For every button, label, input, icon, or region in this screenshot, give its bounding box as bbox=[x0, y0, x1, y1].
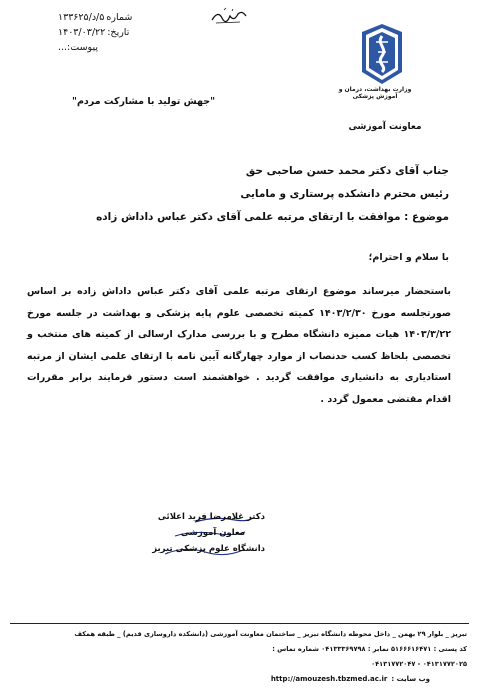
number-row bbox=[58, 10, 168, 25]
bismillah-calligraphy-icon bbox=[210, 6, 248, 26]
signatory-org: دانشگاه علوم پزشکی تبریز bbox=[152, 544, 265, 554]
number-value: ۵/د/۱۳۳۶۲۵ bbox=[58, 12, 105, 23]
website-link[interactable]: http://amouzesh.tbzmed.ac.ir bbox=[270, 675, 388, 683]
letter-body: باستحضار میرساند موضوع ارتقای مرتبه علمی آقای دکتر عباس داداش زاده بر اساس صورتجلسه مورخ ۱۴۰۳/۲/۳۰ کمیته تخصصی علوم پایه پزشکی و بهداشت در جلسه مورخ ۱۴۰۳/۳/۲۲ هیات ممیزه دانشگاه مطرح و با بررسی مدارک ارسالی از کمیته های منتخب و تخصصی بلحاظ کسب حدنصاب از موارد چهارگانه آیین نامه با ارتقای علمی ایشان از مرتبه استادیاری به دانشیاری موافقت گردید . خواهشمند است دستور فرمایند برابر مقررات اقدام مقتضی معمول گردد . bbox=[27, 286, 452, 405]
signatory-name: دکتر غلامرضا فرید اعلائی bbox=[157, 512, 265, 522]
greeting: با سلام و احترام؛ bbox=[368, 252, 449, 263]
date-value: ۱۴۰۳/۰۳/۲۲ bbox=[58, 27, 106, 38]
date-row bbox=[58, 25, 168, 40]
signatory-title: معاون آموزشی bbox=[180, 528, 245, 538]
footer-divider bbox=[10, 623, 469, 624]
footer-phones bbox=[371, 660, 467, 668]
ministry-text: وزارت بهداشت، درمان و آموزش پزشکی bbox=[338, 86, 412, 100]
phone-value: ۰۴۱۳۱۷۷۲۰۲۵ - ۰۴۱۳۱۷۷۲۰۴۷ bbox=[371, 660, 467, 668]
letter-subject: موضوع : موافقت با ارتقای مرتبه علمی آقای دکتر عباس داداش زاده bbox=[96, 211, 449, 223]
postal-label: کد پستی : bbox=[433, 645, 467, 653]
postal-value: ۵۱۶۶۶۱۶۴۷۱ bbox=[391, 645, 432, 653]
website-label: وب سایت : bbox=[391, 675, 430, 683]
recipient-title: رئیس محترم دانشکده پرستاری و مامایی bbox=[240, 188, 449, 200]
fax-value: ۰۴۱۳۳۳۶۹۷۹۸ bbox=[321, 645, 366, 653]
attachment-row bbox=[58, 40, 168, 55]
footer-contact bbox=[272, 645, 467, 653]
recipient-name: جناب آقای دکتر محمد حسن صاحبی حق bbox=[245, 165, 449, 177]
date-label: تاریخ: bbox=[107, 27, 130, 38]
attachment-label: پیوست:... bbox=[58, 42, 98, 53]
letter-meta bbox=[58, 10, 168, 55]
footer-address: تبریز _ بلوار ۲۹ بهمن _ داخل محوطه دانشگاه تبریز _ ساختمان معاونت آموزشی (دانشکده داروسازی قدیم) _ طبقه همکف bbox=[74, 630, 467, 638]
university-logo-icon bbox=[354, 22, 410, 86]
footer-website bbox=[90, 675, 430, 683]
slogan: "جهش تولید با مشارکت مردم" bbox=[72, 96, 216, 107]
department-name: معاونت آموزشی bbox=[348, 122, 422, 132]
fax-label: نمابر : bbox=[367, 645, 389, 653]
number-label: شماره bbox=[106, 12, 133, 23]
phone-label: شماره تماس : bbox=[272, 645, 319, 653]
